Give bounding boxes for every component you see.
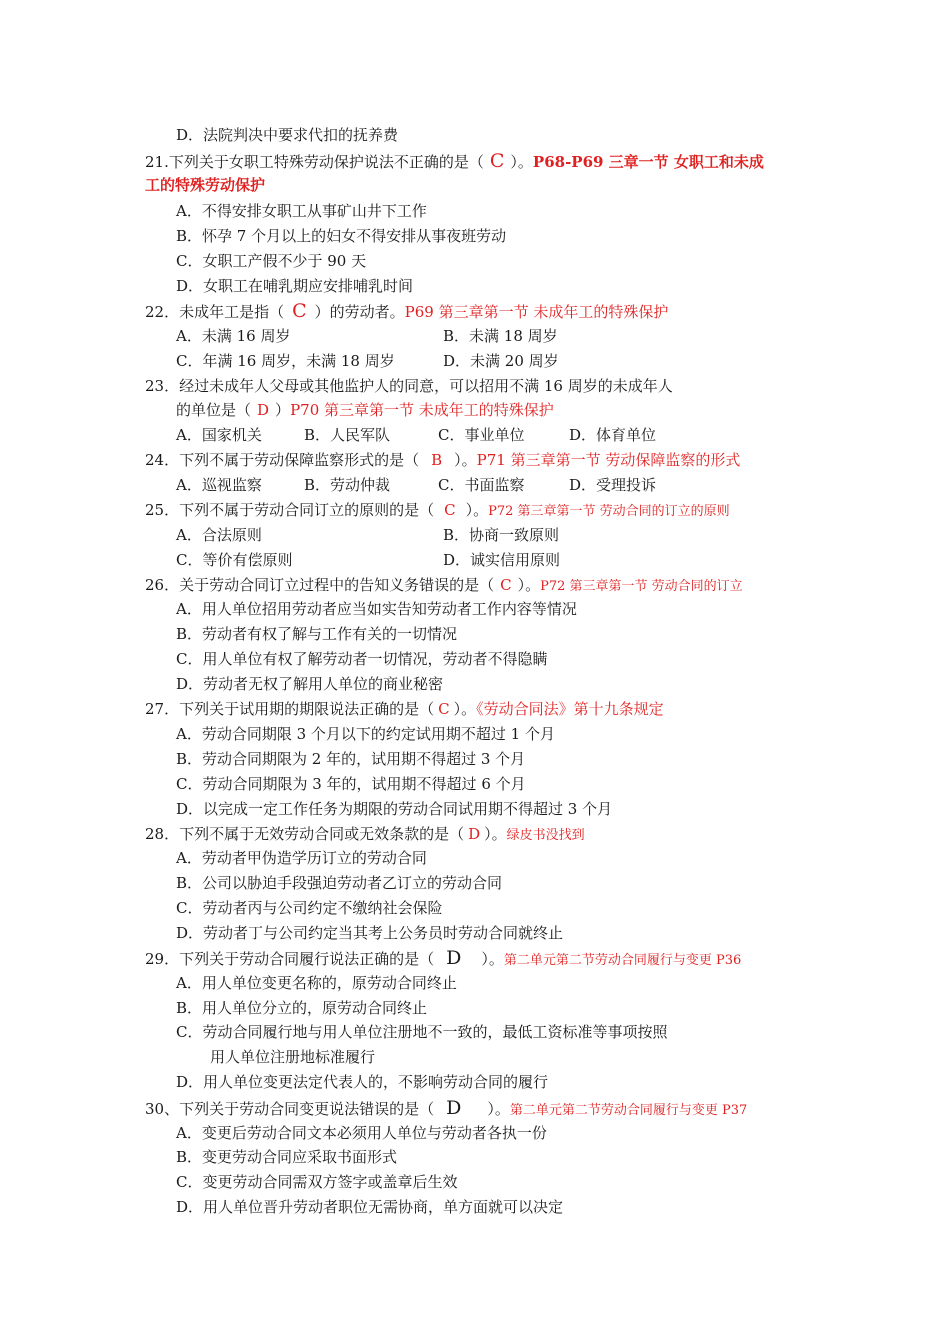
reference-note: 《劳动合同法》第十九条规定 [476,700,664,718]
q23-option-a: A．国家机关 [176,426,262,444]
question-stem-text: 28．下列不属于无效劳动合同或无效条款的是（ [145,825,465,843]
q23-option-d: D．体育单位 [569,426,657,444]
q29-option-c: C．劳动合同履行地与用人单位注册地不一致的，最低工资标准等事项按照 [176,1023,668,1041]
question-23-stem: 23．经过未成年人父母或其他监护人的同意，可以招用不满 16 周岁的未成年人 [145,377,673,395]
question-24-stem [145,449,740,471]
question-30-stem [145,1097,747,1119]
reference-note: P68-P69 三章一节 女职工和未成 [532,153,764,171]
reference-note-continued: 工的特殊劳动保护 [145,176,266,194]
q22-option-d: D．未满 20 周岁 [443,352,559,370]
answer-mark: C [438,700,450,718]
q21-option-d: D．女职工在哺乳期应安排哺乳时间 [176,277,414,295]
question-stem-text: 30、下列关于劳动合同变更说法错误的是（ [145,1100,435,1118]
reference-note: P69 第三章第一节 未成年工的特殊保护 [404,303,669,321]
question-21-stem [145,150,764,172]
question-27-stem [145,698,664,720]
answer-mark: D [446,947,462,969]
q24-option-c: C．书面监察 [438,476,525,494]
question-stem-text: ）的劳动者。 [314,303,405,321]
question-stem-text: 25．下列不属于劳动合同订立的原则的是（ [145,501,435,519]
question-stem-text: ）。 [517,576,541,594]
q24-option-a: A．巡视监察 [176,476,262,494]
q23-option-b: B．人民军队 [304,426,391,444]
q30-option-d: D．用人单位晋升劳动者职位无需协商，单方面就可以决定 [176,1198,564,1216]
question-stem-text: ）。 [487,1100,510,1118]
q29-option-d: D．用人单位变更法定代表人的，不影响劳动合同的履行 [176,1073,549,1091]
reference-note: 绿皮书没找到 [506,828,585,843]
reference-note: P70 第三章第一节 未成年工的特殊保护 [290,401,554,419]
answer-mark: C [489,150,505,172]
answer-mark: C [292,300,307,322]
q30-option-c: C．变更劳动合同需双方签字或盖章后生效 [176,1173,458,1191]
q27-option-b: B．劳动合同期限为 2 年的，试用期不得超过 3 个月 [176,750,526,768]
reference-note: P72 第三章第一节 劳动合同的订立的原则 [488,504,730,519]
question-22-stem [145,300,668,322]
q29-option-a: A．用人单位变更名称的，原劳动合同终止 [176,974,457,992]
q30-option-b: B．变更劳动合同应采取书面形式 [176,1148,398,1166]
q25-option-c: C．等价有偿原则 [176,551,293,569]
q22-option-c: C．年满 16 周岁，未满 18 周岁 [176,352,395,370]
q26-option-b: B．劳动者有权了解与工作有关的一切情况 [176,625,458,643]
q28-option-c: C．劳动者丙与公司约定不缴纳社会保险 [176,899,443,917]
q28-option-b: B．公司以胁迫手段强迫劳动者乙订立的劳动合同 [176,874,503,892]
q27-option-c: C．劳动合同期限为 3 年的，试用期不得超过 6 个月 [176,775,526,793]
question-29-stem [145,947,741,969]
q23-option-c: C．事业单位 [438,426,525,444]
q30-option-a: A．变更后劳动合同文本必须用人单位与劳动者各执一份 [176,1124,547,1142]
reference-note: 第二单元第二节劳动合同履行与变更 P37 [509,1103,748,1118]
question-stem-text: 24．下列不属于劳动保障监察形式的是（ [145,451,420,469]
reference-note: P72 第三章第一节 劳动合同的订立 [540,579,743,594]
question-stem-text: ）。 [453,700,477,718]
answer-mark: B [431,451,443,469]
question-stem-text: 22．未成年工是指（ [145,303,285,321]
q21-option-b: B．怀孕 7 个月以上的妇女不得安排从事夜班劳动 [176,227,507,245]
question-stem-text: 26．关于劳动合同订立过程中的告知义务错误的是（ [145,576,495,594]
question-stem-text: 21.下列关于女职工特殊劳动保护说法不正确的是（ [145,153,484,171]
answer-mark: D [446,1097,462,1119]
reference-note: 第二单元第二节劳动合同履行与变更 P36 [503,953,742,968]
question-stem-text: ） [275,401,291,419]
question-25-stem [145,499,730,521]
question-26-stem [145,574,743,596]
answer-mark: C [500,576,512,594]
question-stem-text: ）。 [465,501,489,519]
answer-mark: D [257,401,270,419]
q26-option-c: C．用人单位有权了解劳动者一切情况，劳动者不得隐瞒 [176,650,548,668]
question-28-stem [145,823,585,845]
question-stem-text: ）。 [510,153,533,171]
q25-option-d: D．诚实信用原则 [443,551,561,569]
q25-option-a: A．合法原则 [176,526,262,544]
q22-option-a: A．未满 16 周岁 [176,327,291,345]
q26-option-a: A．用人单位招用劳动者应当如实告知劳动者工作内容等情况 [176,600,577,618]
question-stem-text: 27．下列关于试用期的期限说法正确的是（ [145,700,435,718]
question-stem-text: 的单位是（ [176,401,252,419]
q24-option-b: B．劳动仲裁 [304,476,391,494]
q20-option-d: D．法院判决中要求代扣的抚养费 [176,126,399,144]
q29-option-b: B．用人单位分立的，原劳动合同终止 [176,999,428,1017]
q28-option-d: D．劳动者丁与公司约定当其考上公务员时劳动合同就终止 [176,924,564,942]
q27-option-a: A．劳动合同期限 3 个月以下的约定试用期不超过 1 个月 [176,725,555,743]
q21-option-a: A．不得安排女职工从事矿山井下工作 [176,202,427,220]
answer-mark: D [468,825,481,843]
q22-option-b: B．未满 18 周岁 [443,327,558,345]
q26-option-d: D．劳动者无权了解用人单位的商业秘密 [176,675,444,693]
question-stem-text: ）。 [481,950,504,968]
q21-option-c: C．女职工产假不少于 90 天 [176,252,367,270]
question-stem-text: 29．下列关于劳动合同履行说法正确的是（ [145,950,435,968]
q29-option-c-continued: 用人单位注册地标准履行 [210,1048,376,1066]
question-stem-text: ）。 [454,451,477,469]
question-stem-text: ）。 [484,825,507,843]
answer-mark: C [444,501,456,519]
q25-option-b: B．协商一致原则 [443,526,560,544]
reference-note: P71 第三章第一节 劳动保障监察的形式 [476,451,741,469]
q27-option-d: D．以完成一定工作任务为期限的劳动合同试用期不得超过 3 个月 [176,800,613,818]
q24-option-d: D．受理投诉 [569,476,657,494]
question-23-stem-continued [176,399,554,421]
q28-option-a: A．劳动者甲伪造学历订立的劳动合同 [176,849,427,867]
